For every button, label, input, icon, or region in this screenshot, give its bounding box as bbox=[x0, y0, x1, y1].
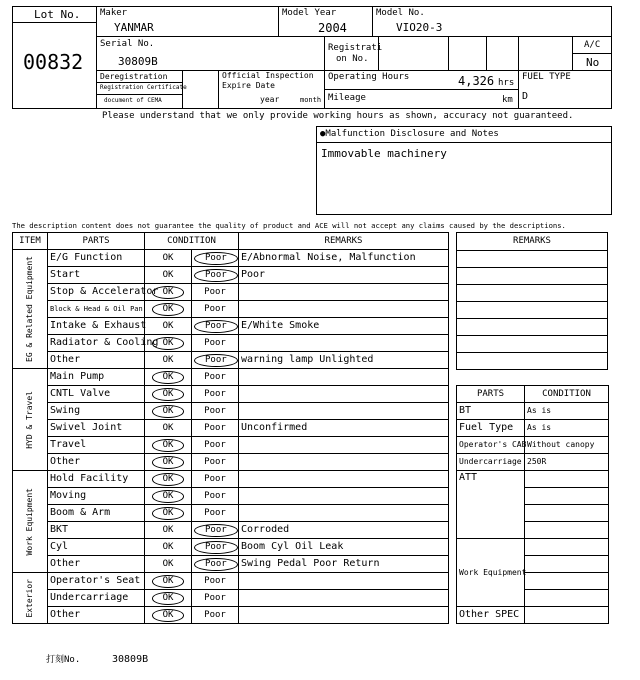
poor-label: Poor bbox=[204, 286, 226, 297]
remark-cell bbox=[239, 403, 449, 420]
poor-label: Poor bbox=[204, 609, 226, 620]
inspection-row bbox=[13, 250, 449, 267]
inspection-row bbox=[13, 335, 449, 352]
spec-row bbox=[457, 454, 609, 471]
ok-label-circled: OK bbox=[152, 507, 185, 520]
part-name: Undercarriage bbox=[48, 590, 145, 607]
ok-label-circled: OK bbox=[152, 303, 185, 316]
part-name: Intake & Exhaust bbox=[48, 318, 145, 335]
group-label-cell bbox=[13, 250, 48, 369]
spec-value: As is bbox=[525, 403, 609, 420]
group-label: Work Equipment bbox=[25, 487, 34, 556]
ok-label: OK bbox=[162, 320, 174, 331]
inspection-row bbox=[13, 301, 449, 318]
right-remarks-cell bbox=[457, 319, 608, 336]
ok-label-circled: OK bbox=[152, 575, 185, 588]
poor-label-circled: Poor bbox=[194, 252, 238, 265]
remark-cell bbox=[239, 284, 449, 301]
ok-label-circled: OK bbox=[152, 337, 185, 350]
remark-cell: warning lamp Unlighted bbox=[239, 352, 449, 369]
ac-label: A/C bbox=[584, 40, 601, 50]
part-name: BKT bbox=[48, 522, 145, 539]
inspection-label-2: Expire Date bbox=[222, 81, 275, 90]
serial-value: 30809B bbox=[118, 55, 158, 68]
poor-cell bbox=[192, 471, 239, 488]
registration-certificate-label: Registration Certificate bbox=[100, 84, 187, 91]
ok-cell bbox=[145, 284, 192, 301]
poor-label: Poor bbox=[204, 388, 226, 399]
spec-value: 250R bbox=[525, 454, 609, 471]
ok-cell bbox=[145, 352, 192, 369]
right-remarks-cell bbox=[457, 251, 608, 268]
spec-part: BT bbox=[457, 403, 525, 420]
inspection-row bbox=[13, 420, 449, 437]
poor-cell bbox=[192, 556, 239, 573]
ok-cell bbox=[145, 488, 192, 505]
part-name: Other bbox=[48, 454, 145, 471]
remark-cell: E/White Smoke bbox=[239, 318, 449, 335]
spec-value-empty bbox=[525, 607, 609, 624]
group-label: HYD & Travel bbox=[25, 390, 34, 449]
att-label: ATT bbox=[457, 471, 525, 539]
operating-hours-label: Operating Hours bbox=[328, 72, 410, 82]
serial-label: Serial No. bbox=[100, 39, 155, 49]
part-name: Other bbox=[48, 352, 145, 369]
spec-part: Operator's CAB bbox=[457, 437, 525, 454]
part-name: Operator's Seat bbox=[48, 573, 145, 590]
maker-label: Maker bbox=[100, 8, 128, 18]
ok-label: OK bbox=[162, 252, 174, 263]
part-name: Boom & Arm bbox=[48, 505, 145, 522]
remarks-header: REMARKS bbox=[239, 233, 449, 250]
inspection-year-label: year bbox=[260, 95, 280, 104]
part-name: Travel bbox=[48, 437, 145, 454]
ok-label-circled: OK bbox=[152, 473, 185, 486]
inspection-row bbox=[13, 369, 449, 386]
poor-cell bbox=[192, 267, 239, 284]
remark-cell bbox=[239, 454, 449, 471]
operating-hours-value: 4,326 bbox=[458, 74, 495, 88]
ac-value: No bbox=[586, 56, 600, 69]
inspection-row bbox=[13, 556, 449, 573]
part-name: Swivel Joint bbox=[48, 420, 145, 437]
ok-label: OK bbox=[162, 524, 174, 535]
right-remarks-cell bbox=[457, 268, 608, 285]
remark-cell: Swing Pedal Poor Return bbox=[239, 556, 449, 573]
spec-value-empty bbox=[525, 573, 609, 590]
ok-cell bbox=[145, 522, 192, 539]
right-remarks-cell bbox=[457, 353, 608, 370]
ok-label: OK bbox=[162, 558, 174, 569]
disclaimer: The description content does not guarantee the quality of product and ACE will not accept any claims caused by the descriptions. bbox=[12, 221, 566, 230]
ok-cell bbox=[145, 539, 192, 556]
poor-label-circled: Poor bbox=[194, 541, 238, 554]
inspection-row bbox=[13, 318, 449, 335]
spec-value: Without canopy bbox=[525, 437, 609, 454]
poor-cell bbox=[192, 590, 239, 607]
remark-cell: Corroded bbox=[239, 522, 449, 539]
ok-label-circled: OK bbox=[152, 456, 185, 469]
spec-value-empty bbox=[525, 488, 609, 505]
ok-cell bbox=[145, 318, 192, 335]
inspection-row bbox=[13, 522, 449, 539]
poor-cell bbox=[192, 301, 239, 318]
remark-cell bbox=[239, 386, 449, 403]
poor-cell bbox=[192, 505, 239, 522]
remark-cell bbox=[239, 607, 449, 624]
inspection-row bbox=[13, 352, 449, 369]
spec-value-empty bbox=[525, 505, 609, 522]
inspection-month-label: month bbox=[300, 96, 322, 104]
ok-label: OK bbox=[162, 541, 174, 552]
poor-cell bbox=[192, 369, 239, 386]
group-label-cell bbox=[13, 471, 48, 573]
inspection-row bbox=[13, 284, 449, 301]
remark-cell: E/Abnormal Noise, Malfunction bbox=[239, 250, 449, 267]
disclosure-text: Immovable machinery bbox=[321, 147, 447, 160]
inspection-row bbox=[13, 437, 449, 454]
remark-cell bbox=[239, 369, 449, 386]
inspection-row bbox=[13, 454, 449, 471]
remark-cell bbox=[239, 471, 449, 488]
poor-cell bbox=[192, 437, 239, 454]
ok-cell bbox=[145, 386, 192, 403]
part-name: Moving bbox=[48, 488, 145, 505]
model-no-value: VIO20-3 bbox=[396, 21, 443, 34]
spec-part: Undercarriage bbox=[457, 454, 525, 471]
part-name: E/G Function bbox=[48, 250, 145, 267]
poor-cell bbox=[192, 420, 239, 437]
disclosure-box bbox=[316, 126, 612, 215]
mileage-unit: km bbox=[502, 95, 513, 105]
poor-label: Poor bbox=[204, 456, 226, 467]
part-name: Main Pump bbox=[48, 369, 145, 386]
inspection-row bbox=[13, 539, 449, 556]
spec-value: As is bbox=[525, 420, 609, 437]
deregistration-label: Deregistration bbox=[100, 72, 168, 81]
part-name: Other bbox=[48, 556, 145, 573]
ok-cell bbox=[145, 403, 192, 420]
inspection-row bbox=[13, 386, 449, 403]
part-name: CNTL Valve bbox=[48, 386, 145, 403]
group-label-cell bbox=[13, 573, 48, 624]
inspection-row bbox=[13, 505, 449, 522]
spec-value-empty bbox=[525, 522, 609, 539]
poor-cell bbox=[192, 539, 239, 556]
poor-label: Poor bbox=[204, 473, 226, 484]
poor-label: Poor bbox=[204, 592, 226, 603]
poor-label-circled: Poor bbox=[194, 269, 238, 282]
ok-cell bbox=[145, 454, 192, 471]
inspection-row bbox=[13, 267, 449, 284]
remark-cell bbox=[239, 437, 449, 454]
ok-label-circled: OK bbox=[152, 388, 185, 401]
ok-label-circled: OK bbox=[152, 490, 185, 503]
ok-cell bbox=[145, 590, 192, 607]
ok-label-circled: OK bbox=[152, 405, 185, 418]
mileage-label: Mileage bbox=[328, 93, 366, 103]
right-remarks-table bbox=[456, 232, 608, 370]
lot-number: 00832 bbox=[23, 50, 84, 74]
poor-label: Poor bbox=[204, 422, 226, 433]
ok-cell bbox=[145, 607, 192, 624]
part-name: Stop & Accelerator bbox=[48, 284, 145, 301]
part-name: Start bbox=[48, 267, 145, 284]
ok-cell bbox=[145, 335, 192, 352]
inspection-label-1: Official Inspection bbox=[222, 71, 314, 80]
poor-cell bbox=[192, 335, 239, 352]
poor-label-circled: Poor bbox=[194, 524, 238, 537]
spec-value-empty bbox=[525, 471, 609, 488]
right-remarks-cell bbox=[457, 336, 608, 353]
condition-header: CONDITION bbox=[145, 233, 239, 250]
group-label: Exterior bbox=[25, 578, 34, 618]
part-name: Swing bbox=[48, 403, 145, 420]
poor-label: Poor bbox=[204, 575, 226, 586]
poor-label-circled: Poor bbox=[194, 354, 238, 367]
ok-cell bbox=[145, 267, 192, 284]
ok-cell bbox=[145, 420, 192, 437]
ok-label-circled: OK bbox=[152, 439, 185, 452]
poor-cell bbox=[192, 284, 239, 301]
remark-cell bbox=[239, 335, 449, 352]
ok-label: OK bbox=[162, 269, 174, 280]
remark-cell: Unconfirmed bbox=[239, 420, 449, 437]
inspection-table bbox=[12, 232, 449, 624]
maker-value: YANMAR bbox=[114, 21, 154, 34]
poor-label: Poor bbox=[204, 439, 226, 450]
poor-label: Poor bbox=[204, 337, 226, 348]
inspection-row bbox=[13, 403, 449, 420]
spec-value-empty bbox=[525, 590, 609, 607]
ok-label: OK bbox=[162, 354, 174, 365]
operating-hours-unit: hrs bbox=[498, 78, 515, 88]
poor-label-circled: Poor bbox=[194, 320, 238, 333]
ok-cell bbox=[145, 573, 192, 590]
spec-row bbox=[457, 403, 609, 420]
remark-cell: Poor bbox=[239, 267, 449, 284]
poor-label: Poor bbox=[204, 490, 226, 501]
poor-cell bbox=[192, 352, 239, 369]
remark-cell bbox=[239, 590, 449, 607]
ok-label-circled: OK bbox=[152, 371, 185, 384]
group-label-cell bbox=[13, 369, 48, 471]
ok-cell bbox=[145, 250, 192, 267]
remark-cell bbox=[239, 573, 449, 590]
fuel-type-label: FUEL TYPE bbox=[522, 72, 571, 82]
poor-label: Poor bbox=[204, 507, 226, 518]
right-remarks-cell bbox=[457, 302, 608, 319]
inspection-row bbox=[13, 607, 449, 624]
remark-cell bbox=[239, 488, 449, 505]
part-name: Other bbox=[48, 607, 145, 624]
poor-label: Poor bbox=[204, 405, 226, 416]
inspection-header-row bbox=[13, 233, 449, 250]
ok-cell bbox=[145, 301, 192, 318]
inspection-row bbox=[13, 488, 449, 505]
lot-label: Lot No. bbox=[34, 8, 81, 21]
ok-label: OK bbox=[162, 422, 174, 433]
poor-label: Poor bbox=[204, 303, 226, 314]
ok-cell bbox=[145, 505, 192, 522]
part-name: Radiator & Cooling bbox=[48, 335, 145, 352]
poor-label: Poor bbox=[204, 371, 226, 382]
model-year-label: Model Year bbox=[282, 8, 337, 18]
ok-label-circled: OK bbox=[152, 592, 185, 605]
parts-header: PARTS bbox=[48, 233, 145, 250]
model-year-value: 2004 bbox=[318, 21, 347, 35]
part-name: Hold Facility bbox=[48, 471, 145, 488]
ok-cell bbox=[145, 369, 192, 386]
stamp-value: 30809B bbox=[112, 654, 149, 665]
disclosure-title: ●Malfunction Disclosure and Notes bbox=[320, 129, 499, 139]
spec-part: Fuel Type bbox=[457, 420, 525, 437]
group-label: EG & Related Equipment bbox=[25, 256, 34, 362]
spec-parts-header: PARTS bbox=[457, 386, 525, 403]
right-remarks-header: REMARKS bbox=[457, 233, 608, 251]
inspection-row bbox=[13, 573, 449, 590]
poor-cell bbox=[192, 318, 239, 335]
ok-cell bbox=[145, 556, 192, 573]
item-header: ITEM bbox=[13, 233, 48, 250]
part-name: Block & Head & Oil Pan bbox=[48, 301, 145, 318]
poor-cell bbox=[192, 250, 239, 267]
stamp-label: 打刻No. bbox=[46, 655, 81, 665]
part-name: Cyl bbox=[48, 539, 145, 556]
ok-cell bbox=[145, 471, 192, 488]
registration-label-1: Registrati bbox=[328, 43, 383, 53]
poor-cell bbox=[192, 386, 239, 403]
poor-cell bbox=[192, 403, 239, 420]
spec-value-empty bbox=[525, 539, 609, 556]
spec-row bbox=[457, 420, 609, 437]
poor-cell bbox=[192, 522, 239, 539]
remark-cell bbox=[239, 301, 449, 318]
hours-notice: Please understand that we only provide working hours as shown, accuracy not guaranteed. bbox=[102, 111, 574, 121]
spec-condition-header: CONDITION bbox=[525, 386, 609, 403]
cema-document-label: document of CEMA bbox=[104, 97, 162, 104]
remark-cell: Boom Cyl Oil Leak bbox=[239, 539, 449, 556]
ok-label-circled: OK bbox=[152, 286, 185, 299]
inspection-row bbox=[13, 590, 449, 607]
remark-cell bbox=[239, 505, 449, 522]
fuel-type-value: D bbox=[522, 91, 529, 102]
right-remarks-cell bbox=[457, 285, 608, 302]
ok-cell bbox=[145, 437, 192, 454]
poor-cell bbox=[192, 573, 239, 590]
spec-table bbox=[456, 385, 609, 624]
ok-label-circled: OK bbox=[152, 609, 185, 622]
spec-value-empty bbox=[525, 556, 609, 573]
poor-cell bbox=[192, 488, 239, 505]
work-equipment-label: Work Equipment bbox=[457, 539, 525, 607]
registration-label-2: on No. bbox=[336, 54, 369, 64]
poor-label-circled: Poor bbox=[194, 558, 238, 571]
inspection-row bbox=[13, 471, 449, 488]
poor-cell bbox=[192, 454, 239, 471]
other-spec-label: Other SPEC bbox=[457, 607, 525, 624]
model-no-label: Model No. bbox=[376, 8, 425, 18]
spec-row bbox=[457, 437, 609, 454]
poor-cell bbox=[192, 607, 239, 624]
